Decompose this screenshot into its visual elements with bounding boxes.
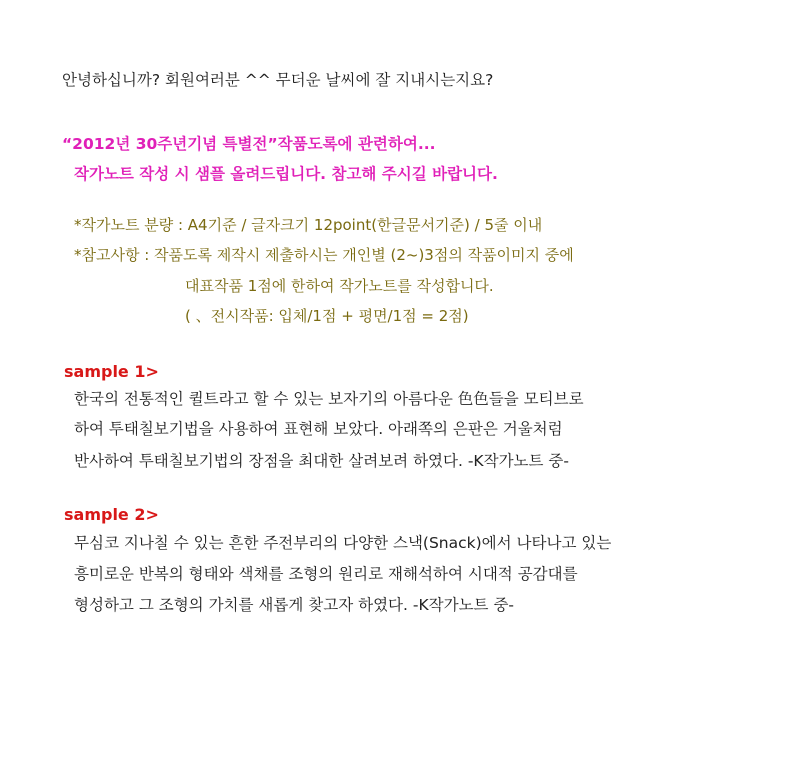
sample-1-label: sample 1>: [64, 362, 159, 381]
sample-1-line: 한국의 전통적인 퀼트라고 할 수 있는 보자기의 아름다운 色色들을 모티브로: [74, 390, 584, 408]
sample-1-line: 하여 투태칠보기법을 사용하여 표현해 보았다. 아래쪽의 은판은 거울처럼: [74, 420, 563, 438]
sample-2-line: 흥미로운 반복의 형태와 색채를 조형의 원리로 재해석하여 시대적 공감대를: [74, 565, 578, 583]
notice-subtitle: 작가노트 작성 시 샘플 올려드립니다. 참고해 주시길 바랍니다.: [74, 165, 498, 183]
guideline-reference: *참고사항 : 작품도록 제작시 제출하시는 개인별 (2~)3점의 작품이미지 중에: [74, 246, 574, 264]
guideline-reference-cont: 대표작품 1점에 한하여 작가노트를 작성합니다.: [185, 277, 494, 295]
sample-2-line: 형성하고 그 조형의 가치를 새롭게 찾고자 하였다. -K작가노트 중-: [74, 596, 515, 614]
notice-title: “2012년 30주년기념 특별전”작품도록에 관련하여...: [62, 135, 436, 153]
sample-2-label: sample 2>: [64, 505, 159, 524]
sample-2-line: 무심코 지나칠 수 있는 흔한 주전부리의 다양한 스낵(Snack)에서 나타나고 있는: [74, 534, 612, 552]
sample-1-line: 반사하여 투태칠보기법의 장점을 최대한 살려보려 하였다. -K작가노트 중-: [74, 452, 569, 470]
guideline-example: ( 、전시작품: 입체/1점 + 평면/1점 = 2점): [185, 307, 469, 325]
guideline-length: *작가노트 분량 : A4기준 / 글자크기 12point(한글문서기준) / 5줄 이내: [74, 216, 543, 234]
greeting-text: 안녕하십니까? 회원여러분 ^^ 무더운 날씨에 잘 지내시는지요?: [62, 71, 494, 89]
